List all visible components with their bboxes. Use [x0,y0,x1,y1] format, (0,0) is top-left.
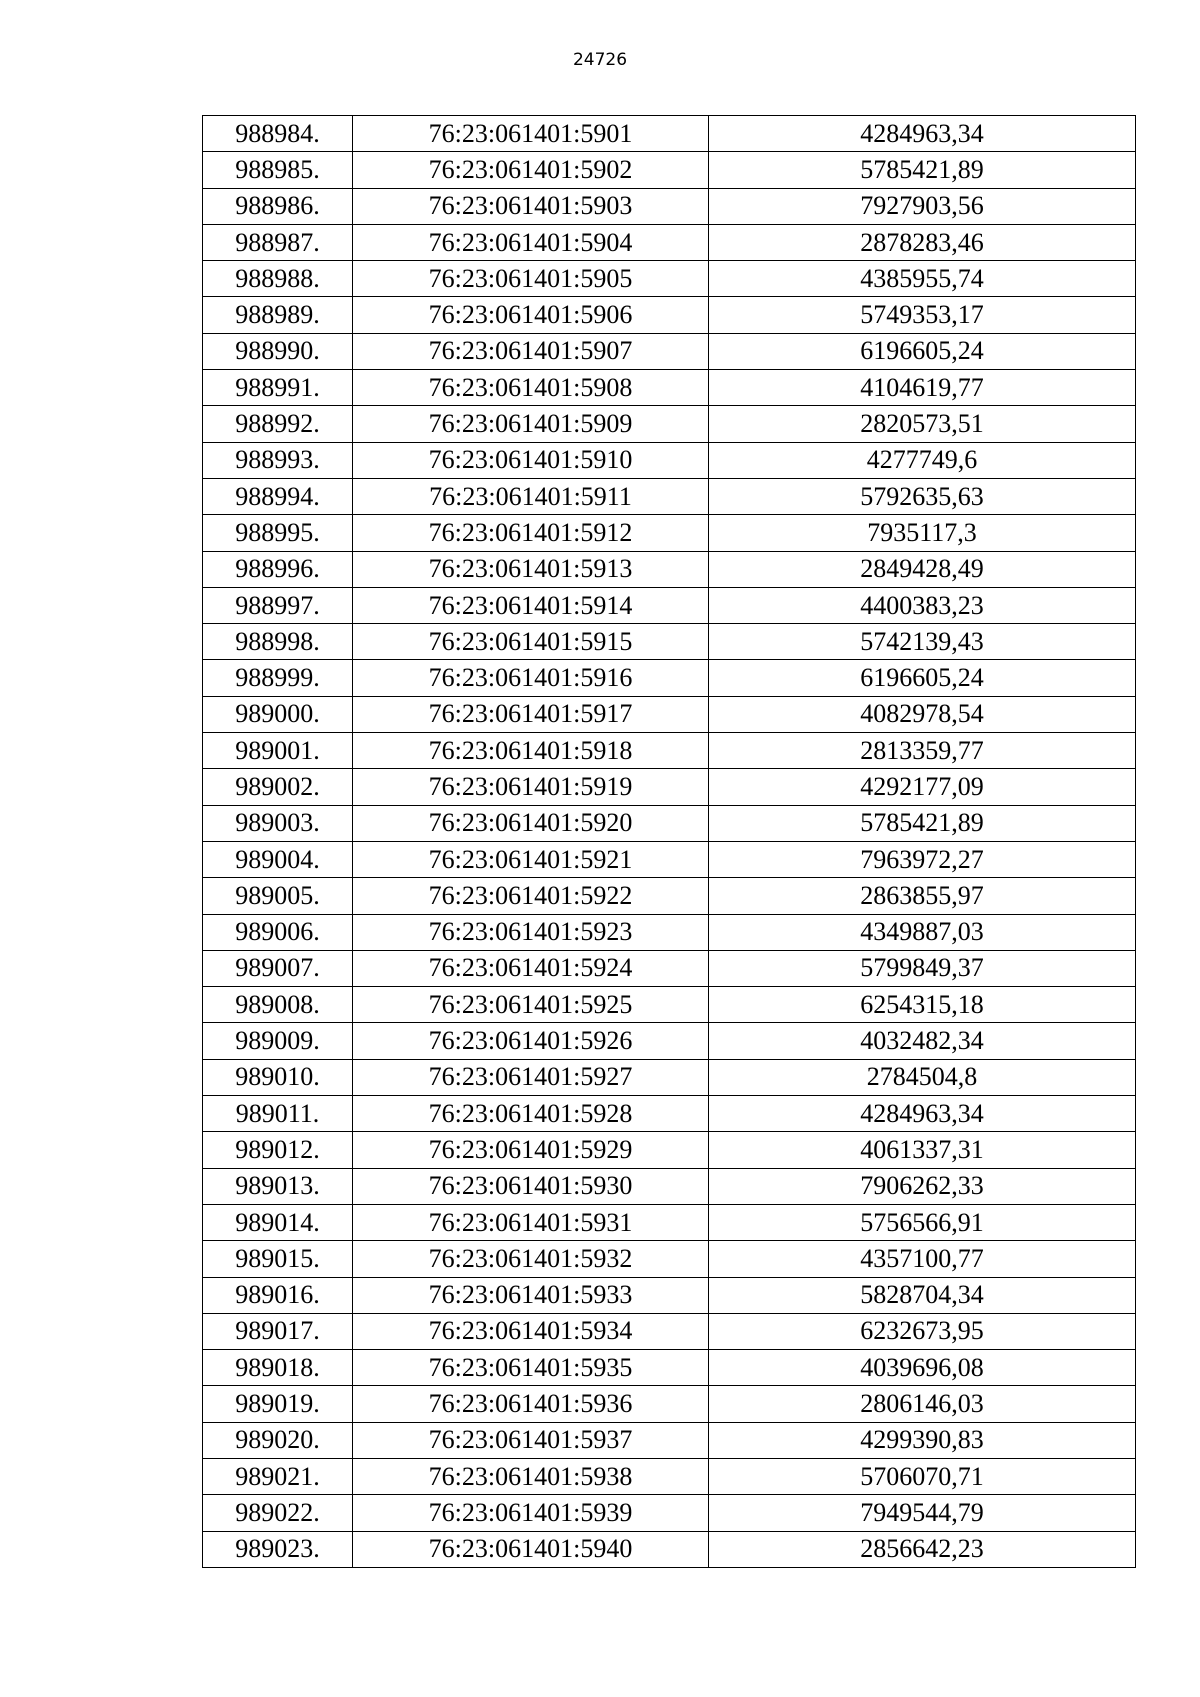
cadastral-value-cell: 5799849,37 [709,950,1136,986]
cadastral-number-cell: 76:23:061401:5926 [353,1023,709,1059]
cadastral-number-cell: 76:23:061401:5916 [353,660,709,696]
cadastral-number-cell: 76:23:061401:5910 [353,442,709,478]
row-number-cell: 988984. [203,116,353,152]
cadastral-number-cell: 76:23:061401:5913 [353,551,709,587]
cadastral-value-cell: 4292177,09 [709,769,1136,805]
row-number-cell: 989010. [203,1059,353,1095]
row-number-cell: 989014. [203,1204,353,1240]
cadastral-number-cell: 76:23:061401:5911 [353,478,709,514]
row-number-cell: 989012. [203,1132,353,1168]
row-number-cell: 988994. [203,478,353,514]
table-row [203,1531,1136,1567]
row-number-cell: 988987. [203,224,353,260]
row-number-cell: 989021. [203,1458,353,1494]
table-row [203,478,1136,514]
table-row [203,551,1136,587]
row-number-cell: 988989. [203,297,353,333]
cadastral-value-cell: 4039696,08 [709,1350,1136,1386]
cadastral-number-cell: 76:23:061401:5929 [353,1132,709,1168]
row-number-cell: 989009. [203,1023,353,1059]
table-row [203,370,1136,406]
cadastral-number-cell: 76:23:061401:5939 [353,1495,709,1531]
page-number: 24726 [572,50,628,70]
table-row [203,878,1136,914]
table-row [203,733,1136,769]
cadastral-number-cell: 76:23:061401:5915 [353,624,709,660]
cadastral-number-cell: 76:23:061401:5940 [353,1531,709,1567]
row-number-cell: 989023. [203,1531,353,1567]
cadastral-value-cell: 2849428,49 [709,551,1136,587]
table-row [203,1059,1136,1095]
row-number-cell: 988995. [203,515,353,551]
cadastral-number-cell: 76:23:061401:5935 [353,1350,709,1386]
table-row [203,660,1136,696]
table-row [203,297,1136,333]
row-number-cell: 989020. [203,1422,353,1458]
cadastral-value-cell: 4082978,54 [709,696,1136,732]
cadastral-number-cell: 76:23:061401:5932 [353,1241,709,1277]
cadastral-number-cell: 76:23:061401:5905 [353,261,709,297]
table-row [203,1458,1136,1494]
table-row [203,1096,1136,1132]
table-row [203,696,1136,732]
cadastral-value-cell: 7963972,27 [709,841,1136,877]
table-row [203,1023,1136,1059]
row-number-cell: 989008. [203,987,353,1023]
cadastral-value-cell: 4357100,77 [709,1241,1136,1277]
cadastral-value-cell: 4032482,34 [709,1023,1136,1059]
cadastral-number-cell: 76:23:061401:5912 [353,515,709,551]
row-number-cell: 988996. [203,551,353,587]
table-row [203,515,1136,551]
cadastral-value-cell: 6232673,95 [709,1313,1136,1349]
cadastral-number-cell: 76:23:061401:5906 [353,297,709,333]
row-number-cell: 988998. [203,624,353,660]
cadastral-number-cell: 76:23:061401:5917 [353,696,709,732]
cadastral-number-cell: 76:23:061401:5909 [353,406,709,442]
row-number-cell: 989019. [203,1386,353,1422]
cadastral-value-cell: 2878283,46 [709,224,1136,260]
row-number-cell: 989006. [203,914,353,950]
cadastral-value-cell: 4349887,03 [709,914,1136,950]
cadastral-value-cell: 4400383,23 [709,587,1136,623]
row-number-cell: 989018. [203,1350,353,1386]
table-row [203,587,1136,623]
cadastral-number-cell: 76:23:061401:5938 [353,1458,709,1494]
table-row [203,442,1136,478]
cadastral-value-cell: 5785421,89 [709,805,1136,841]
cadastral-value-cell: 7927903,56 [709,188,1136,224]
cadastral-number-cell: 76:23:061401:5921 [353,841,709,877]
cadastral-value-cell: 4299390,83 [709,1422,1136,1458]
row-number-cell: 989000. [203,696,353,732]
row-number-cell: 989005. [203,878,353,914]
table-row [203,950,1136,986]
cadastral-value-cell: 4385955,74 [709,261,1136,297]
table-row [203,116,1136,152]
cadastral-value-cell: 7906262,33 [709,1168,1136,1204]
cadastral-value-cell: 6196605,24 [709,333,1136,369]
row-number-cell: 989017. [203,1313,353,1349]
cadastral-value-cell: 5792635,63 [709,478,1136,514]
cadastral-number-cell: 76:23:061401:5902 [353,152,709,188]
cadastral-value-cell: 2863855,97 [709,878,1136,914]
cadastral-value-cell: 4284963,34 [709,1096,1136,1132]
row-number-cell: 988997. [203,587,353,623]
cadastral-number-cell: 76:23:061401:5923 [353,914,709,950]
table-row [203,624,1136,660]
row-number-cell: 989001. [203,733,353,769]
table-row [203,841,1136,877]
table-row [203,1495,1136,1531]
table-row [203,1132,1136,1168]
cadastral-value-table [202,115,1136,1568]
table-row [203,1313,1136,1349]
row-number-cell: 988999. [203,660,353,696]
cadastral-number-cell: 76:23:061401:5931 [353,1204,709,1240]
cadastral-number-cell: 76:23:061401:5924 [353,950,709,986]
cadastral-number-cell: 76:23:061401:5914 [353,587,709,623]
cadastral-value-cell: 2806146,03 [709,1386,1136,1422]
cadastral-number-cell: 76:23:061401:5903 [353,188,709,224]
cadastral-number-cell: 76:23:061401:5927 [353,1059,709,1095]
cadastral-number-cell: 76:23:061401:5922 [353,878,709,914]
cadastral-value-cell: 5706070,71 [709,1458,1136,1494]
cadastral-number-cell: 76:23:061401:5936 [353,1386,709,1422]
cadastral-number-cell: 76:23:061401:5920 [353,805,709,841]
table-row [203,1422,1136,1458]
table-row [203,1241,1136,1277]
cadastral-value-cell: 5828704,34 [709,1277,1136,1313]
table-row [203,914,1136,950]
row-number-cell: 988986. [203,188,353,224]
cadastral-number-cell: 76:23:061401:5919 [353,769,709,805]
cadastral-value-cell: 4061337,31 [709,1132,1136,1168]
row-number-cell: 988988. [203,261,353,297]
row-number-cell: 989007. [203,950,353,986]
cadastral-number-cell: 76:23:061401:5934 [353,1313,709,1349]
cadastral-value-cell: 5756566,91 [709,1204,1136,1240]
row-number-cell: 989016. [203,1277,353,1313]
cadastral-number-cell: 76:23:061401:5904 [353,224,709,260]
table-row [203,769,1136,805]
cadastral-value-cell: 2820573,51 [709,406,1136,442]
cadastral-number-cell: 76:23:061401:5930 [353,1168,709,1204]
row-number-cell: 989004. [203,841,353,877]
cadastral-value-cell: 5749353,17 [709,297,1136,333]
cadastral-value-cell: 2784504,8 [709,1059,1136,1095]
table-row [203,261,1136,297]
row-number-cell: 989003. [203,805,353,841]
cadastral-value-cell: 5742139,43 [709,624,1136,660]
table-row [203,1204,1136,1240]
cadastral-number-cell: 76:23:061401:5918 [353,733,709,769]
table-row [203,152,1136,188]
table-row [203,224,1136,260]
row-number-cell: 988990. [203,333,353,369]
row-number-cell: 988985. [203,152,353,188]
table-row [203,1386,1136,1422]
row-number-cell: 989013. [203,1168,353,1204]
cadastral-value-cell: 6254315,18 [709,987,1136,1023]
row-number-cell: 988992. [203,406,353,442]
cadastral-number-cell: 76:23:061401:5907 [353,333,709,369]
cadastral-value-cell: 2856642,23 [709,1531,1136,1567]
cadastral-number-cell: 76:23:061401:5925 [353,987,709,1023]
cadastral-value-cell: 5785421,89 [709,152,1136,188]
table-row [203,406,1136,442]
row-number-cell: 988993. [203,442,353,478]
cadastral-value-cell: 6196605,24 [709,660,1136,696]
row-number-cell: 988991. [203,370,353,406]
row-number-cell: 989002. [203,769,353,805]
cadastral-value-cell: 2813359,77 [709,733,1136,769]
cadastral-value-cell: 4277749,6 [709,442,1136,478]
table-row [203,805,1136,841]
cadastral-number-cell: 76:23:061401:5928 [353,1096,709,1132]
cadastral-number-cell: 76:23:061401:5933 [353,1277,709,1313]
table-row [203,1277,1136,1313]
cadastral-value-cell: 7949544,79 [709,1495,1136,1531]
table-row [203,333,1136,369]
row-number-cell: 989022. [203,1495,353,1531]
cadastral-value-cell: 4284963,34 [709,116,1136,152]
row-number-cell: 989015. [203,1241,353,1277]
cadastral-number-cell: 76:23:061401:5908 [353,370,709,406]
cadastral-number-cell: 76:23:061401:5937 [353,1422,709,1458]
cadastral-value-cell: 7935117,3 [709,515,1136,551]
row-number-cell: 989011. [203,1096,353,1132]
cadastral-value-cell: 4104619,77 [709,370,1136,406]
table-row [203,1168,1136,1204]
cadastral-number-cell: 76:23:061401:5901 [353,116,709,152]
table-row [203,1350,1136,1386]
table-row [203,188,1136,224]
table-row [203,987,1136,1023]
table-body [203,116,1136,1568]
